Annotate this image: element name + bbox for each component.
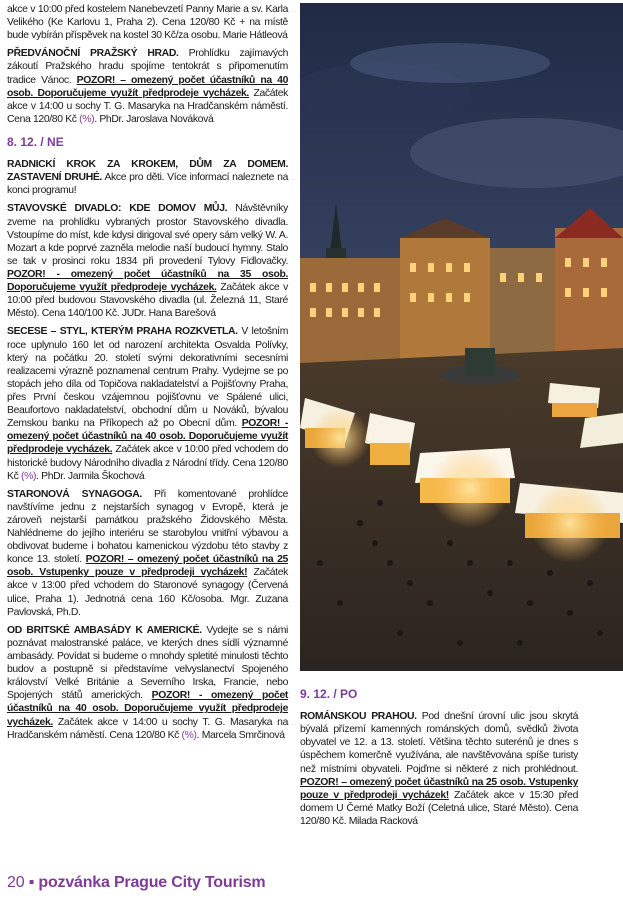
event-radnicki: [7, 158, 288, 197]
event-title: ROMÁNSKOU PRAHOU.: [300, 711, 417, 723]
event-text: Vydejte se s námi poznávat malostranské paláce, ve kterých dnes sídlí významné ambasády. Povídat si budeme o mnohdy spletité minulosti těchto budov a postupně si představíme velvyslanectví Spojeného království Velké Británie a Severního Irska, Francie, nebo Spojených států amerických.: [7, 624, 288, 702]
event-guide: . PhDr. Jarmila Škochová: [36, 470, 145, 482]
old-town-square-illustration: [300, 3, 623, 671]
event-text: Při komentované prohlídce navštívíme jednu z nejstarších synagog v Evropě, která je zároveň nejstarší památkou pražského Židovského Města. Nahlédneme do jejího interiéru se starobylou vnitřní výbavou a obdivovat budeme i bohatou kamenickou výzdobu této stavby z konce 13. století.: [7, 488, 288, 566]
event-details: Začátek akce v 10:00 před budovou Stavovského divadla (ul. Železná 11, Staré Město). Cena 140/100 Kč. JUDr. Hana Barešová: [7, 282, 289, 320]
footer-text: pozvánka Prague City Tourism: [38, 874, 266, 891]
event-notice: POZOR! - omezený počet účastníků na 40 osob. Doporučujeme využít předprodeje vycházek.: [7, 690, 288, 728]
event-title: STARONOVÁ SYNAGOGA.: [7, 488, 142, 500]
event-title: SECESE – STYL, KTERÝM PRAHA ROZKVETLA.: [7, 326, 238, 338]
left-column: [7, 3, 288, 747]
event-notice: POZOR! - omezený počet účastníků na 35 osob. Doporučujeme využít předprodeje vycházek.: [7, 268, 288, 294]
event-notice: POZOR! - omezený počet účastníků na 40 osob. Doporučujeme využít předprodeje vycházek.: [7, 418, 289, 456]
date-heading-8-12: 8. 12. / NE: [7, 134, 64, 149]
event-notice: POZOR! – omezený počet účastníků na 25 osob. Vstupenky pouze v předprodeji vycházek!: [7, 554, 288, 579]
event-details: Začátek akce v 13:00 před vchodem do Staronové synagogy (Červená ulice, Praha 1). Jednotná cena 160 Kč/osoba. Mgr. Zuzana Pavlovská, Ph.D.: [7, 567, 288, 618]
event-details: Začátek akce v 14:00 u sochy T. G. Masaryka na Hradčanském náměstí. Cena 120/80 Kč: [7, 87, 288, 125]
event-ambasady: [7, 624, 288, 742]
event-details: Začátek akce v 15:30 před domem U Černé Matky Boží (Celetná ulice, Staré Město). Cena 120/80 Kč. Milada Racková: [300, 789, 578, 827]
intro-paragraph: [7, 3, 288, 42]
event-title: RADNICKÍ KROK ZA KROKEM, DŮM ZA DOMEM. ZASTAVENÍ DRUHÉ.: [7, 159, 288, 184]
event-title: OD BRITSKÉ AMBASÁDY K AMERICKÉ.: [7, 624, 202, 636]
event-text: Akce pro děti. Více informací naleznete na konci programu!: [7, 172, 288, 197]
event-synagoga: [7, 488, 288, 619]
right-column: [300, 678, 578, 828]
event-details: Začátek akce v 10:00 před vchodem do historické budovy Národního divadla z Národní třídy. Cena 120/80 Kč: [7, 444, 288, 482]
event-text: V letošním roce uplynulo 160 let od narození architekta Osvalda Polívky, který na počátku 20. století svými dekorativními secesními realizacemi výrazně poznamenal centrum Prahy. Vydejme se po stopách jeho díla od Topičova nakladatelství a Pojišťovny Praha, přes První českou vzájemnou pojišťovnu ve Spálené ulici, Beaufortovo nakladatelství, obchodní dům u Nováků, bývalou Zemskou banku na Příkopech až po Obecní dům.: [7, 326, 288, 430]
event-romanska: [300, 710, 578, 828]
event-guide: . PhDr. Jaroslava Nováková: [94, 113, 214, 125]
event-guide: . Marcela Smrčinová: [196, 729, 285, 741]
footer-bullet: ▪: [28, 874, 35, 891]
event-text: Prohlídku zajímavých zákoutí Pražského hradu spojíme tentokrát s připomenutím tradice Vánoc.: [7, 48, 288, 86]
event-title: PŘEDVÁNOČNÍ PRAŽSKÝ HRAD.: [7, 48, 179, 60]
date-heading-9-12: 9. 12. / PO: [300, 687, 358, 701]
discount-mark: (%): [20, 470, 37, 482]
event-text: Pod dnešní úrovní ulic jsou skrytá bývalá přízemí kamenných románských domů, svědků života obyvatel ve 12. a 13. století. Většina těchto suterénů je dnes s úspěchem komerčně využívána, ale navštěvována spíše turisty než místními obyvateli. Pojďme si některé z nich prohlédnout.: [300, 711, 579, 775]
event-stavovske: [7, 202, 288, 320]
event-notice: POZOR! – omezený počet účastníků na 25 osob. Vstupenky pouze v předprodeji vycházek!: [300, 776, 578, 801]
page-footer: [7, 874, 265, 892]
event-hrad: [7, 47, 288, 126]
page-number: 20: [7, 874, 25, 891]
intro-text: akce v 10:00 před kostelem Nanebevzetí Panny Marie a sv. Karla Velikého (Ke Karlovu 1, Praha 2). Cena 120/80 Kč + na místě bude vybírán příspěvek na kostel 30 Kč/za osobu. Marie Hátleová: [7, 4, 288, 42]
christmas-market-photo: [300, 3, 623, 671]
event-text: Návštěvníky zveme na prohlídku vybraných prostor Stavovského divadla. Vstoupíme do míst, kde kdysi dirigoval své opery sám velký W. A. Mozart a kde poprvé zazněla melodie naší budoucí hymny. Stalo se tak v prosinci roku 1834 při provedení Tylovy Fidlovačky.: [7, 203, 288, 267]
event-title: STAVOVSKÉ DIVADLO: KDE DOMOV MŮJ.: [7, 203, 228, 215]
building: [490, 248, 560, 368]
discount-mark: (%): [79, 113, 95, 125]
discount-mark: (%): [181, 729, 197, 741]
event-notice: POZOR! – omezený počet účastníků na 40 osob. Doporučujeme využít předprodeje vycházek.: [7, 74, 288, 99]
event-secese: [7, 325, 288, 482]
event-details: Začátek akce v 14:00 u sochy T. G. Masaryka na Hradčanském náměstí. Cena 120/80 Kč: [7, 716, 288, 741]
